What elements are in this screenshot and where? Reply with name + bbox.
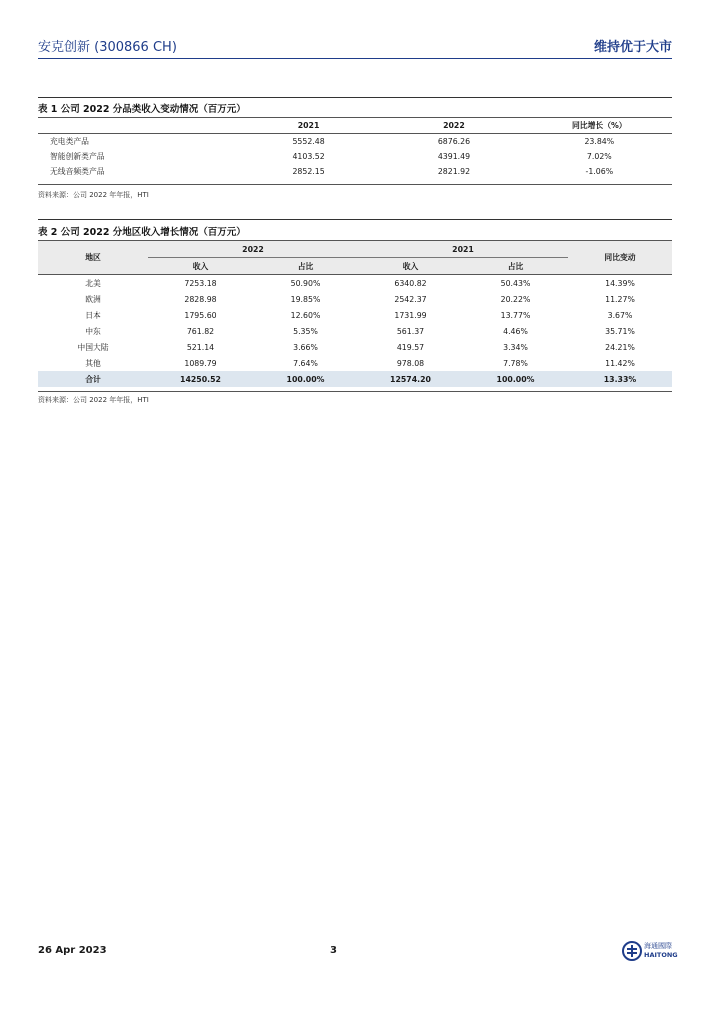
page-number: 3 <box>330 945 337 956</box>
header-divider <box>38 58 672 59</box>
table2-cell: 50.43% <box>500 278 531 288</box>
table2-cell: 7.64% <box>293 358 318 368</box>
table2-cell: 中东 <box>85 326 101 336</box>
table1-cell: 6876.26 <box>437 137 471 146</box>
table2-cell: 1731.99 <box>394 310 427 320</box>
table2-bottom-rule <box>38 391 672 392</box>
table2-header-row <box>38 241 672 258</box>
table2-cell: 761.82 <box>186 326 215 336</box>
table2-cell: 419.57 <box>396 342 425 352</box>
table2-total-cell: 合计 <box>38 371 148 387</box>
table1-title: 表 1 公司 2022 分品类收入变动情况（百万元） <box>38 104 246 115</box>
table2-total-cell: 100.00% <box>253 371 358 387</box>
table2-cell: 24.21% <box>605 342 635 352</box>
table2-total-row <box>38 371 672 387</box>
table2-cell: 521.14 <box>186 342 215 352</box>
table1-cell: 5552.48 <box>292 137 325 146</box>
table2-cell: 4.46% <box>503 326 528 336</box>
table2-sub-share: 占比 <box>463 258 568 275</box>
haitong-logo <box>622 940 676 962</box>
table2-col-year-2021: 2021 <box>358 241 568 258</box>
table-row <box>38 164 672 179</box>
table1-cell: -1.06% <box>585 167 614 176</box>
table2-cell: 12.60% <box>290 310 321 320</box>
table1-col-label <box>38 118 236 134</box>
table-row <box>38 149 672 164</box>
table2-cell: 2828.98 <box>184 294 217 304</box>
table2-cell: 2542.37 <box>394 294 427 304</box>
table2-cell: 3.67% <box>607 310 633 320</box>
logo-text-en: HAITONG <box>644 951 678 959</box>
table-row <box>38 355 672 371</box>
table1-bottom-rule <box>38 184 672 185</box>
table1-cell: 2821.92 <box>437 167 471 176</box>
table2-cell: 19.85% <box>290 294 321 304</box>
table2-cell: 3.66% <box>293 342 318 352</box>
table2-cell: 欧洲 <box>85 294 101 304</box>
table2-total-cell: 100.00% <box>463 371 568 387</box>
table1-cell: 4391.49 <box>437 152 471 161</box>
table2-sub-share: 占比 <box>253 258 358 275</box>
logo-text-cn: 海通國際 <box>644 942 672 950</box>
table2-cell: 7.78% <box>503 358 528 368</box>
table1-source: 资料来源：公司 2022 年年报，HTI <box>38 191 149 199</box>
table-row <box>38 323 672 339</box>
table2-cell: 978.08 <box>396 358 425 368</box>
table2-sub-income: 收入 <box>358 258 463 275</box>
table2 <box>38 241 672 387</box>
table1-cell: 23.84% <box>584 137 615 146</box>
table2-total-cell: 14250.52 <box>148 371 253 387</box>
table2-sub-income: 收入 <box>148 258 253 275</box>
table2-cell: 1795.60 <box>184 310 217 320</box>
table2-cell: 日本 <box>85 310 101 320</box>
table2-cell: 7253.18 <box>184 278 217 288</box>
report-date: 26 Apr 2023 <box>38 945 107 956</box>
table2-cell: 北美 <box>85 278 101 288</box>
table1-col-2021: 2021 <box>297 121 320 130</box>
table1 <box>38 118 672 179</box>
table2-cell: 3.34% <box>503 342 528 352</box>
table1-col-2022: 2022 <box>443 121 465 130</box>
table2-cell: 6340.82 <box>394 278 427 288</box>
table2-col-region: 地区 <box>38 241 148 275</box>
table2-top-rule <box>38 219 672 220</box>
table-row <box>38 307 672 323</box>
table2-cell: 13.77% <box>500 310 531 320</box>
table2-col-change: 同比变动 <box>568 241 672 275</box>
table1-header-row <box>38 118 672 134</box>
table2-cell: 20.22% <box>500 294 531 304</box>
table2-col-year-2022: 2022 <box>148 241 358 258</box>
table-row <box>38 134 672 150</box>
table2-total-cell: 13.33% <box>568 371 672 387</box>
table1-cell: 4103.52 <box>292 152 325 161</box>
report-ticker: 安克创新 (300866 CH) <box>38 40 177 55</box>
rating-label: 维持优于大市 <box>593 40 672 55</box>
table2-title: 表 2 公司 2022 分地区收入增长情况（百万元） <box>38 227 246 238</box>
table-row <box>38 291 672 307</box>
haitong-logo-icon <box>622 941 642 961</box>
table2-cell: 1089.79 <box>184 358 217 368</box>
table1-cell: 智能创新类产品 <box>50 152 105 161</box>
table2-cell: 35.71% <box>605 326 635 336</box>
table1-top-rule <box>38 97 672 98</box>
table-row <box>38 275 672 292</box>
table1-cell: 无线音频类产品 <box>50 167 105 176</box>
table2-cell: 其他 <box>85 358 101 368</box>
table2-cell: 5.35% <box>293 326 318 336</box>
table2-cell: 50.90% <box>290 278 321 288</box>
table2-cell: 11.42% <box>605 358 635 368</box>
table2-cell: 中国大陆 <box>77 342 109 352</box>
table2-source: 资料来源：公司 2022 年年报，HTI <box>38 396 149 404</box>
table-row <box>38 339 672 355</box>
table1-col-growth: 同比增长（%） <box>572 121 627 130</box>
table2-cell: 11.27% <box>605 294 635 304</box>
table1-cell: 7.02% <box>586 152 612 161</box>
table1-cell: 2852.15 <box>292 167 325 176</box>
table2-cell: 14.39% <box>605 278 635 288</box>
table2-cell: 561.37 <box>396 326 425 336</box>
table1-cell: 充电类产品 <box>50 137 89 146</box>
table2-total-cell: 12574.20 <box>358 371 463 387</box>
